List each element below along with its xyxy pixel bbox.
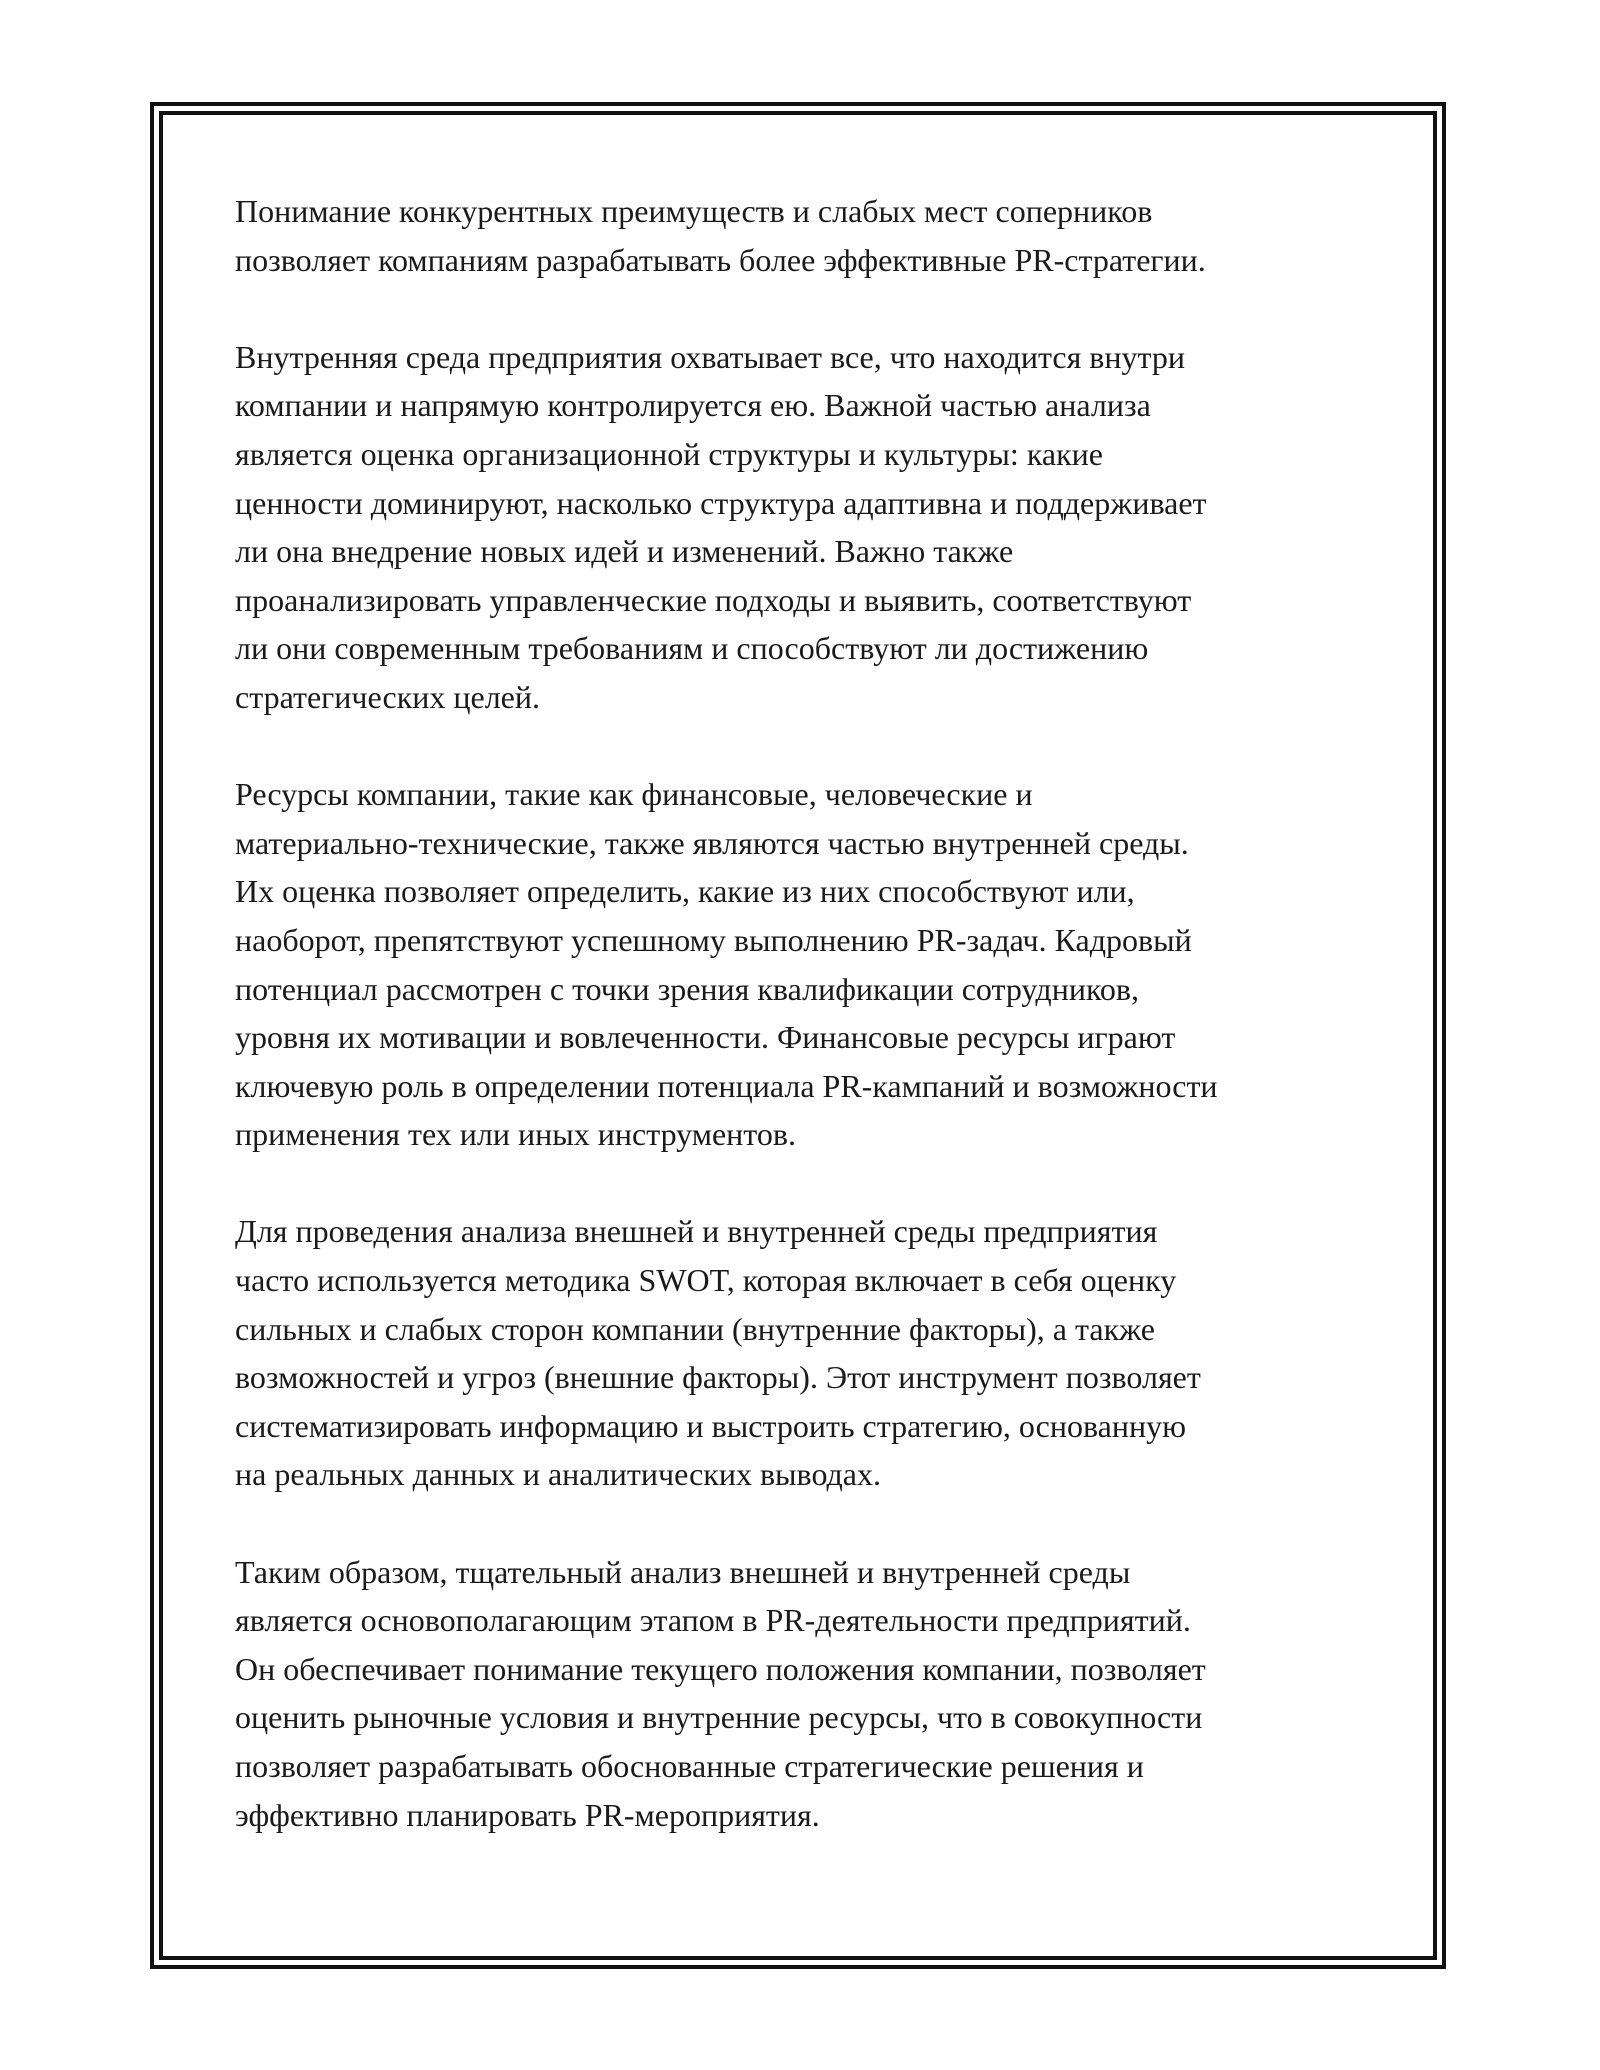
- paragraph-resources: [235, 770, 1395, 1159]
- text-line: Внутренняя среда предприятия охватывает все, что находится внутри: [235, 338, 1186, 375]
- document-body: [235, 187, 1395, 1888]
- text-line: Он обеспечивает понимание текущего положения компании, позволяет: [235, 1650, 1206, 1687]
- paragraph-conclusion: [235, 1548, 1395, 1840]
- text-line: наоборот, препятствуют успешному выполнению PR-задач. Кадровый: [235, 921, 1192, 958]
- text-line: является основополагающим этапом в PR-деятельности предприятий.: [235, 1602, 1191, 1639]
- text-line: часто используется методика SWOT, которая включает в себя оценку: [235, 1262, 1177, 1299]
- text-line: компании и напрямую контролируется ею. Важной частью анализа: [235, 387, 1151, 424]
- text-line: потенциал рассмотрен с точки зрения квалификации сотрудников,: [235, 970, 1139, 1007]
- text-line: позволяет разрабатывать обоснованные стратегические решения и: [235, 1748, 1144, 1784]
- paragraph-internal-environment: [235, 333, 1395, 722]
- text-line: проанализировать управленческие подходы и выявить, соответствуют: [235, 581, 1192, 618]
- text-line: является оценка организационной структуры и культуры: какие: [235, 435, 1103, 472]
- text-line: Для проведения анализа внешней и внутренней среды предприятия: [235, 1213, 1158, 1250]
- text-line: стратегических целей.: [235, 678, 540, 715]
- text-line: ли она внедрение новых идей и изменений. Важно также: [235, 533, 1014, 570]
- text-line: эффективно планировать PR-мероприятия.: [235, 1796, 820, 1833]
- text-line: на реальных данных и аналитических выводах.: [235, 1456, 881, 1493]
- text-line: Таким образом, тщательный анализ внешней и внутренней среды: [235, 1553, 1131, 1590]
- text-line: систематизировать информацию и выстроить стратегию, основанную: [235, 1407, 1187, 1444]
- text-line: применения тех или иных инструментов.: [235, 1116, 796, 1153]
- text-line: Понимание конкурентных преимуществ и слабых мест соперников: [235, 193, 1153, 229]
- text-line: оценить рыночные условия и внутренние ресурсы, что в совокупности: [235, 1699, 1203, 1736]
- text-line: позволяет компаниям разрабатывать более эффективные PR-стратегии.: [235, 241, 1206, 278]
- text-line: Ресурсы компании, такие как финансовые, человеческие и: [235, 776, 1033, 813]
- text-line: ли они современным требованиям и способствуют ли достижению: [235, 630, 1149, 667]
- paragraph-swot: [235, 1207, 1395, 1499]
- paragraph-competitors: [235, 187, 1395, 284]
- text-line: материально-технические, также являются частью внутренней среды.: [235, 824, 1189, 861]
- text-line: возможностей и угроз (внешние факторы). Этот инструмент позволяет: [235, 1359, 1201, 1396]
- text-line: уровня их мотивации и вовлеченности. Финансовые ресурсы играют: [235, 1019, 1176, 1056]
- text-line: Их оценка позволяет определить, какие из них способствуют или,: [235, 873, 1135, 910]
- text-line: ценности доминируют, насколько структура адаптивна и поддерживает: [235, 484, 1207, 521]
- text-line: ключевую роль в определении потенциала PR-кампаний и возможности: [235, 1067, 1218, 1104]
- text-line: сильных и слабых сторон компании (внутренние факторы), а также: [235, 1310, 1155, 1347]
